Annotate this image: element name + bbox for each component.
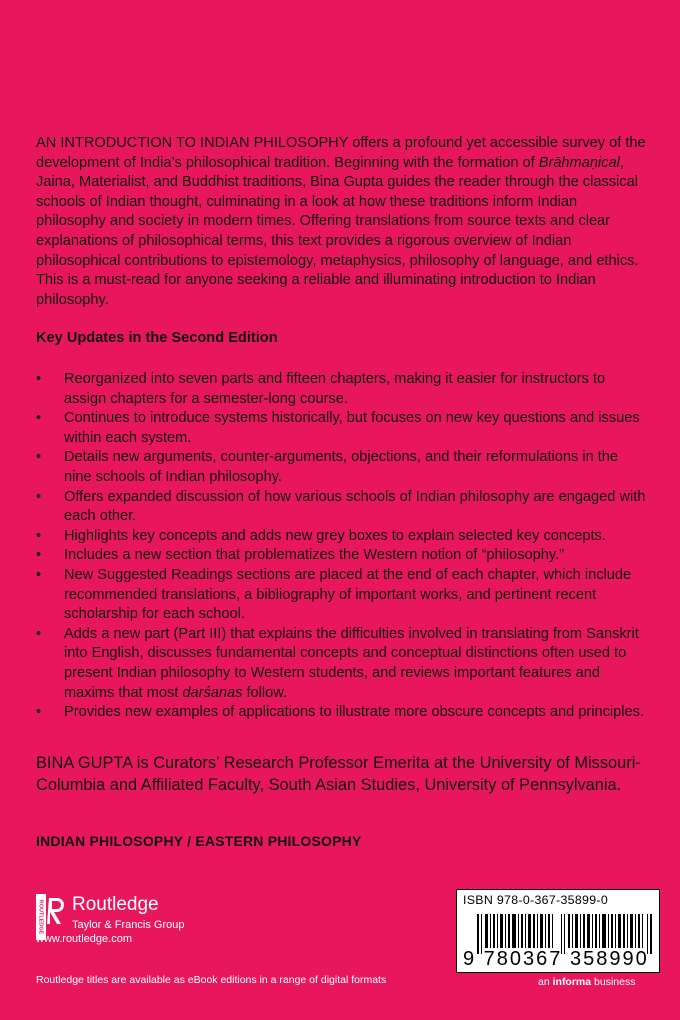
bullet-icon: • bbox=[36, 449, 42, 466]
blurb-italic-term: Brāhmaṇical bbox=[538, 154, 620, 171]
publisher-group: Taylor & Francis Group bbox=[72, 919, 185, 931]
list-item bbox=[36, 546, 648, 566]
list-item-text: Continues to introduce systems historically, but focuses on new key questions and issues within each system. bbox=[64, 410, 640, 446]
bullet-icon: • bbox=[36, 410, 42, 427]
key-updates-list bbox=[36, 370, 648, 723]
informa-tagline bbox=[538, 976, 635, 988]
list-item-text: New Suggested Readings sections are placed at the end of each chapter, which include recommended translations, a bibliography of important works, and pertinent recent scholarship for each school. bbox=[64, 566, 632, 623]
bullet-icon: • bbox=[36, 527, 42, 544]
bullet-icon: • bbox=[36, 371, 42, 387]
list-item-text: Offers expanded discussion of how various schools of Indian philosophy are engaged with each other. bbox=[64, 488, 646, 525]
blurb-text-2: , Jaina, Materialist, and Buddhist traditions, Bina Gupta guides the reader through the classical schools of Indian thought, culminating in a look at how these traditions inform Indian philosophy and society in modern times. Offering translations from source texts and clear explanations of philosophical terms, this text provides a rigorous overview of Indian philosophical contributions to epistemology, metaphysics, philosophy of language, and ethics. This is a must-read for anyone seeking a reliable and illuminating introduction to Indian philosophy. bbox=[36, 154, 639, 308]
barcode-digits: 9 780367 358990 bbox=[463, 948, 649, 970]
list-item-italic-term: darśanas bbox=[182, 684, 243, 701]
list-item bbox=[36, 448, 648, 487]
blurb-paragraph bbox=[36, 134, 648, 310]
isbn-label: ISBN 978-0-367-35899-0 bbox=[463, 893, 609, 907]
list-item-text: Adds a new part (Part III) that explains the difficulties involved in translating from Sanskrit into English, discusses fundamental concepts and conceptual distinctions often used to present Indian philosophy to Western students, and reviews important features and maxims that most bbox=[64, 625, 639, 701]
informa-brand: informa bbox=[552, 976, 592, 988]
key-updates-heading: Key Updates in the Second Edition bbox=[36, 330, 278, 346]
ebook-note: Routledge titles are available as eBook editions in a range of digital formats bbox=[36, 974, 387, 986]
bullet-icon: • bbox=[36, 625, 42, 642]
bullet-icon: • bbox=[36, 488, 42, 505]
list-item bbox=[36, 625, 648, 703]
list-item-text: Reorganized into seven parts and fifteen chapters, making it easier for instructors to assign chapters for a semester-long course. bbox=[64, 371, 606, 407]
informa-suffix: business bbox=[591, 976, 636, 988]
subject-categories: INDIAN PHILOSOPHY / EASTERN PHILOSOPHY bbox=[36, 833, 362, 849]
list-item-text: Highlights key concepts and adds new grey boxes to explain selected key concepts. bbox=[64, 527, 606, 544]
author-bio: BINA GUPTA is Curators’ Research Professor Emerita at the University of Missouri-Columbia and Affiliated Faculty, South Asian Studies, University of Pennsylvania. bbox=[36, 754, 641, 794]
list-item-text: Includes a new section that problematizes the Western notion of “philosophy.” bbox=[64, 547, 564, 564]
list-item bbox=[36, 488, 648, 527]
publisher-name: Routledge bbox=[72, 894, 159, 915]
logo-spine-text: ROUTLEDGE bbox=[37, 899, 44, 935]
publisher-website: www.routledge.com bbox=[36, 933, 132, 945]
bullet-icon: • bbox=[36, 704, 42, 721]
list-item bbox=[36, 566, 648, 625]
list-item bbox=[36, 703, 648, 723]
informa-prefix: an bbox=[538, 976, 553, 988]
bullet-icon: • bbox=[36, 547, 42, 564]
list-item bbox=[36, 527, 648, 547]
list-item bbox=[36, 409, 648, 448]
list-item bbox=[36, 370, 648, 409]
blurb-text-1: AN INTRODUCTION TO INDIAN PHILOSOPHY offers a profound yet accessible survey of the development of India’s philosophical tradition. Beginning with the formation of bbox=[36, 135, 646, 171]
bullet-icon: • bbox=[36, 566, 42, 583]
list-item-text-end: follow. bbox=[242, 684, 288, 701]
list-item-text: Details new arguments, counter-arguments, objections, and their reformulations in the nine schools of Indian philosophy. bbox=[64, 449, 619, 485]
list-item-text: Provides new examples of applications to illustrate more obscure concepts and principles. bbox=[64, 704, 644, 721]
isbn-barcode bbox=[456, 889, 660, 973]
